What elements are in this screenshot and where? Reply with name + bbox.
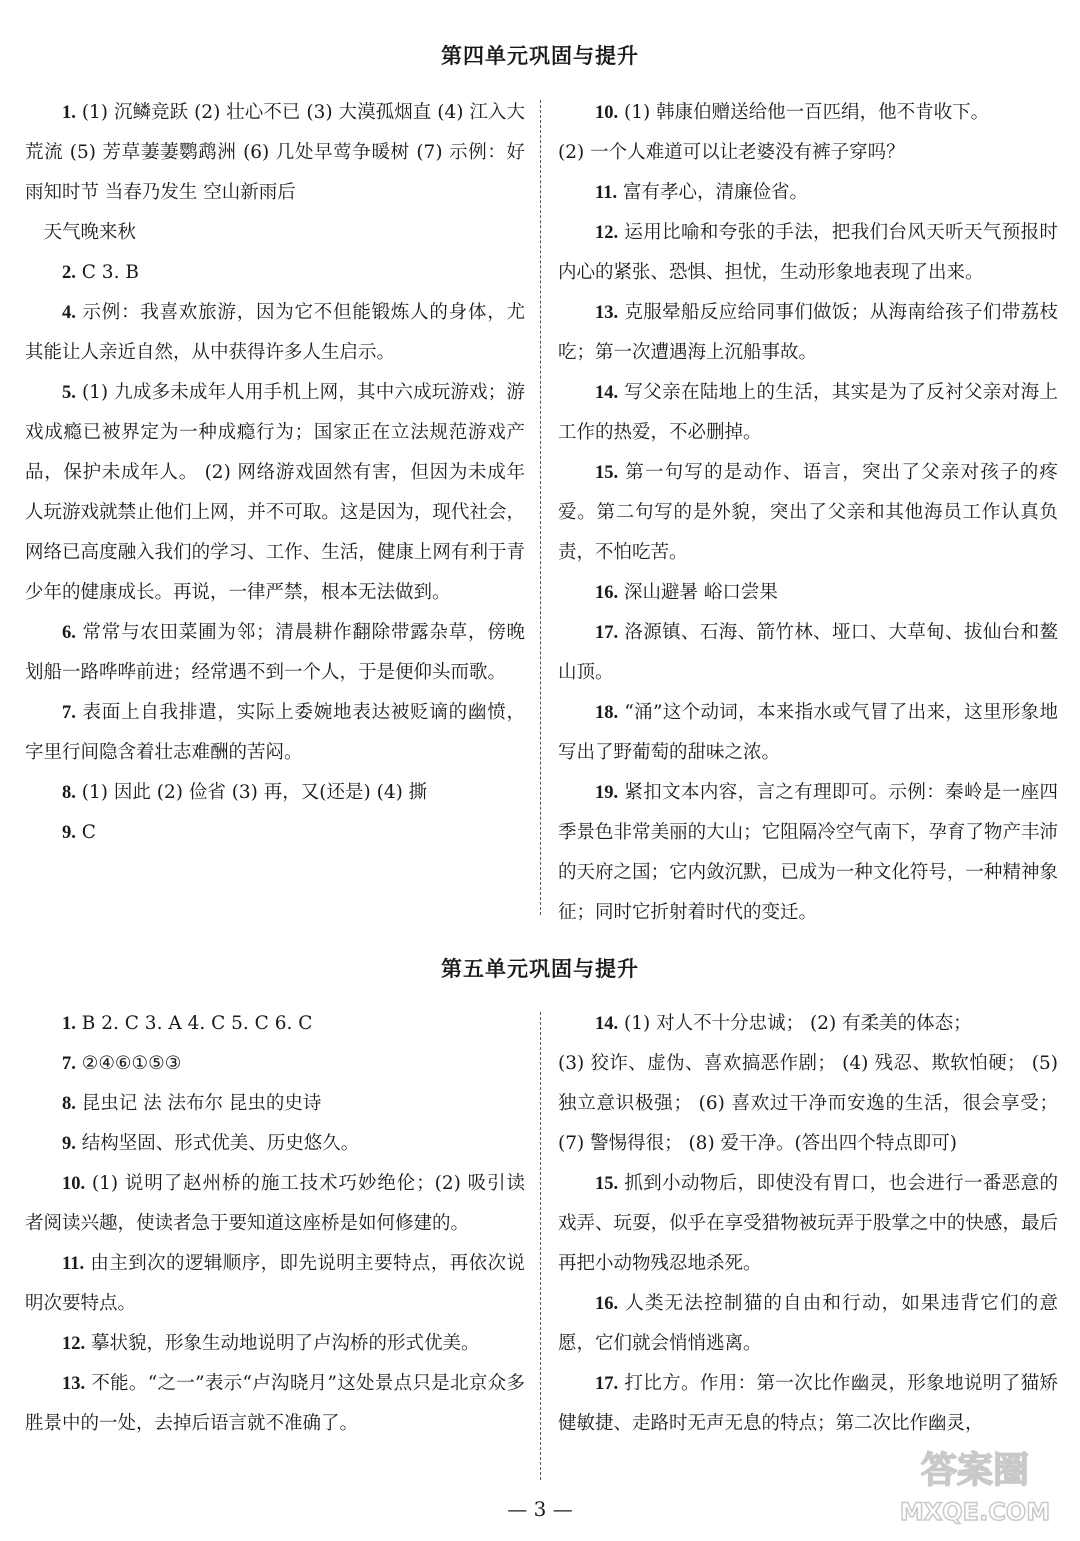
answer-text: 天气晚来秋: [43, 222, 137, 243]
answer-number: 2.: [62, 263, 76, 283]
answer-text: 摹状貌，形象生动地说明了卢沟桥的形式优美。: [91, 1333, 480, 1354]
svg-text:MXQE.COM: MXQE.COM: [899, 1498, 1051, 1526]
answer-item: [558, 453, 1058, 573]
answer-text: (1) 对人不十分忠诚； (2) 有柔美的体态；: [624, 1013, 972, 1034]
answer-item: [25, 1244, 525, 1324]
answer-item: [25, 1084, 525, 1124]
answer-number: 11.: [595, 183, 618, 203]
answer-number: 17.: [595, 1374, 619, 1394]
answer-item: [25, 1124, 525, 1164]
answer-number: 10.: [595, 103, 619, 123]
answer-item: [558, 773, 1058, 933]
svg-text:答案圈: 答案圈: [920, 1450, 1030, 1491]
answer-item: [25, 1044, 525, 1084]
answer-item: [25, 253, 525, 293]
section5-right-column: [558, 1004, 1058, 1444]
answer-text: 洛源镇、石海、箭竹林、垭口、大草甸、拔仙台和鳌山顶。: [558, 622, 1058, 683]
answer-text: C 3. B: [81, 262, 139, 283]
answer-number: 15.: [595, 463, 619, 483]
answer-text: 昆虫记 法 法布尔 昆虫的史诗: [81, 1093, 322, 1114]
answer-number: 13.: [595, 303, 619, 323]
answer-number: 9.: [62, 823, 76, 843]
section5-left-column: [25, 1004, 525, 1444]
answer-text: B 2. C 3. A 4. C 5. C 6. C: [81, 1013, 313, 1034]
answer-item: [25, 1004, 525, 1044]
column-divider: [540, 100, 541, 915]
answer-item: [25, 373, 525, 613]
section4-title: 第四单元巩固与提升: [441, 44, 639, 68]
answer-number: 4.: [62, 303, 76, 323]
answer-number: 11.: [62, 1254, 85, 1274]
column-divider: [540, 1012, 541, 1480]
answer-item: [558, 133, 1058, 173]
answer-text: 第一句写的是动作、语言，突出了父亲对孩子的疼爱。第二句写的是外貌，突出了父亲和其他海员工作认真负责，不怕吃苦。: [558, 462, 1058, 563]
answer-item: [558, 573, 1058, 613]
answer-number: 14.: [595, 383, 619, 403]
answer-text: 由主到次的逻辑顺序，即先说明主要特点，再依次说明次要特点。: [25, 1253, 525, 1314]
answer-text: 运用比喻和夸张的手法，把我们台风天听天气预报时内心的紧张、恐惧、担忧，生动形象地表现了出来。: [558, 222, 1058, 283]
answer-item: [558, 1164, 1058, 1284]
answer-number: 16.: [595, 583, 619, 603]
answer-number: 12.: [595, 223, 619, 243]
answer-item: [25, 93, 525, 213]
answer-text: (3) 狡诈、虚伪、喜欢搞恶作剧； (4) 残忍、欺软怕硬； (5) 独立意识极强； (6) 喜欢过干净而安逸的生活，很会享受； (7) 警惕得很； (8) 爱干净。(答出四个特点即可): [558, 1053, 1058, 1154]
answer-text: 紧扣文本内容，言之有理即可。示例：秦岭是一座四季景色非常美丽的大山；它阻隔冷空气南下，孕育了物产丰沛的天府之国；它内敛沉默，已成为一种文化符号，一种精神象征；同时它折射着时代的变迁。: [558, 782, 1058, 923]
answer-number: 16.: [595, 1294, 619, 1314]
answer-item: [558, 373, 1058, 453]
answer-text: 人类无法控制猫的自由和行动，如果违背它们的意愿，它们就会悄悄逃离。: [558, 1293, 1058, 1354]
answer-text: 不能。“之一”表示“卢沟晓月”这处景点只是北京众多胜景中的一处，去掉后语言就不准确了。: [25, 1373, 525, 1434]
answer-number: 17.: [595, 623, 619, 643]
section4-left-column: [25, 93, 525, 853]
page-number: — 3 —: [507, 1497, 573, 1521]
answer-number: 8.: [62, 783, 76, 803]
answer-item: [25, 613, 525, 693]
answer-text: 写父亲在陆地上的生活，其实是为了反衬父亲对海上工作的热爱，不必删掉。: [558, 382, 1058, 443]
answer-text: 抓到小动物后，即使没有胃口，也会进行一番恶意的戏弄、玩耍，似乎在享受猎物被玩弄于股掌之中的快感，最后再把小动物残忍地杀死。: [558, 1173, 1058, 1274]
answer-text: (1) 因此 (2) 俭省 (3) 再，又(还是) (4) 撕: [81, 782, 428, 803]
answer-item: [558, 93, 1058, 133]
answer-item: [25, 693, 525, 773]
answer-text: C: [81, 822, 96, 843]
answer-number: 13.: [62, 1374, 86, 1394]
answer-number: 15.: [595, 1174, 619, 1194]
answer-item: [25, 813, 525, 853]
answer-number: 18.: [595, 703, 619, 723]
answer-text: “涌”这个动词，本来指水或气冒了出来，这里形象地写出了野葡萄的甜味之浓。: [558, 702, 1058, 763]
answer-text: 富有孝心，清廉俭省。: [623, 182, 809, 203]
answer-item: [25, 1364, 525, 1444]
answer-number: 10.: [62, 1174, 86, 1194]
answer-number: 5.: [62, 383, 76, 403]
answer-number: 8.: [62, 1094, 76, 1114]
answer-item: [25, 293, 525, 373]
answer-number: 14.: [595, 1014, 619, 1034]
answer-item: [25, 1324, 525, 1364]
answer-item: [558, 293, 1058, 373]
answer-number: 19.: [595, 783, 619, 803]
answer-text: 结构坚固、形式优美、历史悠久。: [81, 1133, 360, 1154]
answer-text: 表面上自我排遣，实际上委婉地表达被贬谪的幽愤，字里行间隐含着壮志难酬的苦闷。: [25, 702, 525, 763]
section5-title: 第五单元巩固与提升: [441, 957, 639, 981]
answer-text: 深山避暑 峪口尝果: [624, 582, 778, 603]
answer-number: 9.: [62, 1134, 76, 1154]
answer-text: 打比方。作用：第一次比作幽灵，形象地说明了猫矫健敏捷、走路时无声无息的特点；第二次比作幽灵，: [558, 1373, 1058, 1434]
answer-item: [558, 173, 1058, 213]
answer-item: [25, 1164, 525, 1244]
answer-item: [558, 1364, 1058, 1444]
answer-text: (1) 九成多未成年人用手机上网，其中六成玩游戏；游戏成瘾已被界定为一种成瘾行为；国家正在立法规范游戏产品，保护未成年人。 (2) 网络游戏固然有害，但因为未成年人玩游戏就禁止他们上网，并不可取。这是因为，现代社会，网络已高度融入我们的学习、工作、生活，健康上网有利于青少年的健康成长。再说，一律严禁，根本无法做到。: [25, 382, 525, 603]
answer-item: [558, 1044, 1058, 1164]
answer-number: 6.: [62, 623, 76, 643]
section4-right-column: [558, 93, 1058, 933]
answer-number: 1.: [62, 103, 76, 123]
answer-number: 7.: [62, 1054, 76, 1074]
answer-text: 示例：我喜欢旅游，因为它不但能锻炼人的身体，尤其能让人亲近自然，从中获得许多人生启示。: [25, 302, 525, 363]
answer-text: (1) 说明了赵州桥的施工技术巧妙绝伦；(2) 吸引读者阅读兴趣，使读者急于要知道这座桥是如何修建的。: [25, 1173, 525, 1234]
answer-number: 1.: [62, 1014, 76, 1034]
answer-text: (1) 沉鳞竞跃 (2) 壮心不已 (3) 大漠孤烟直 (4) 江入大荒流 (5) 芳草萋萋鹦鹉洲 (6) 几处早莺争暖树 (7) 示例：好雨知时节 当春乃发生 空山新雨后: [25, 102, 525, 203]
answer-item: [558, 613, 1058, 693]
answer-item: [558, 693, 1058, 773]
watermark-logo: [880, 1440, 1070, 1530]
answer-text: ②④⑥①⑤③: [81, 1053, 182, 1074]
answer-text: 常常与农田菜圃为邻；清晨耕作翻除带露杂草，傍晚划船一路哗哗前进；经常遇不到一个人，于是便仰头而歌。: [25, 622, 525, 683]
answer-text: (2) 一个人难道可以让老婆没有裤子穿吗？: [558, 142, 905, 163]
answer-item: [558, 1284, 1058, 1364]
answer-text: (1) 韩康伯赠送给他一百匹绢，他不肯收下。: [624, 102, 990, 123]
answer-number: 12.: [62, 1334, 86, 1354]
answer-text: 克服晕船反应给同事们做饭；从海南给孩子们带荔枝吃；第一次遭遇海上沉船事故。: [558, 302, 1058, 363]
answer-item: [558, 213, 1058, 293]
answer-item: [25, 213, 525, 253]
answer-item: [25, 773, 525, 813]
answer-number: 7.: [62, 703, 76, 723]
answer-item: [558, 1004, 1058, 1044]
